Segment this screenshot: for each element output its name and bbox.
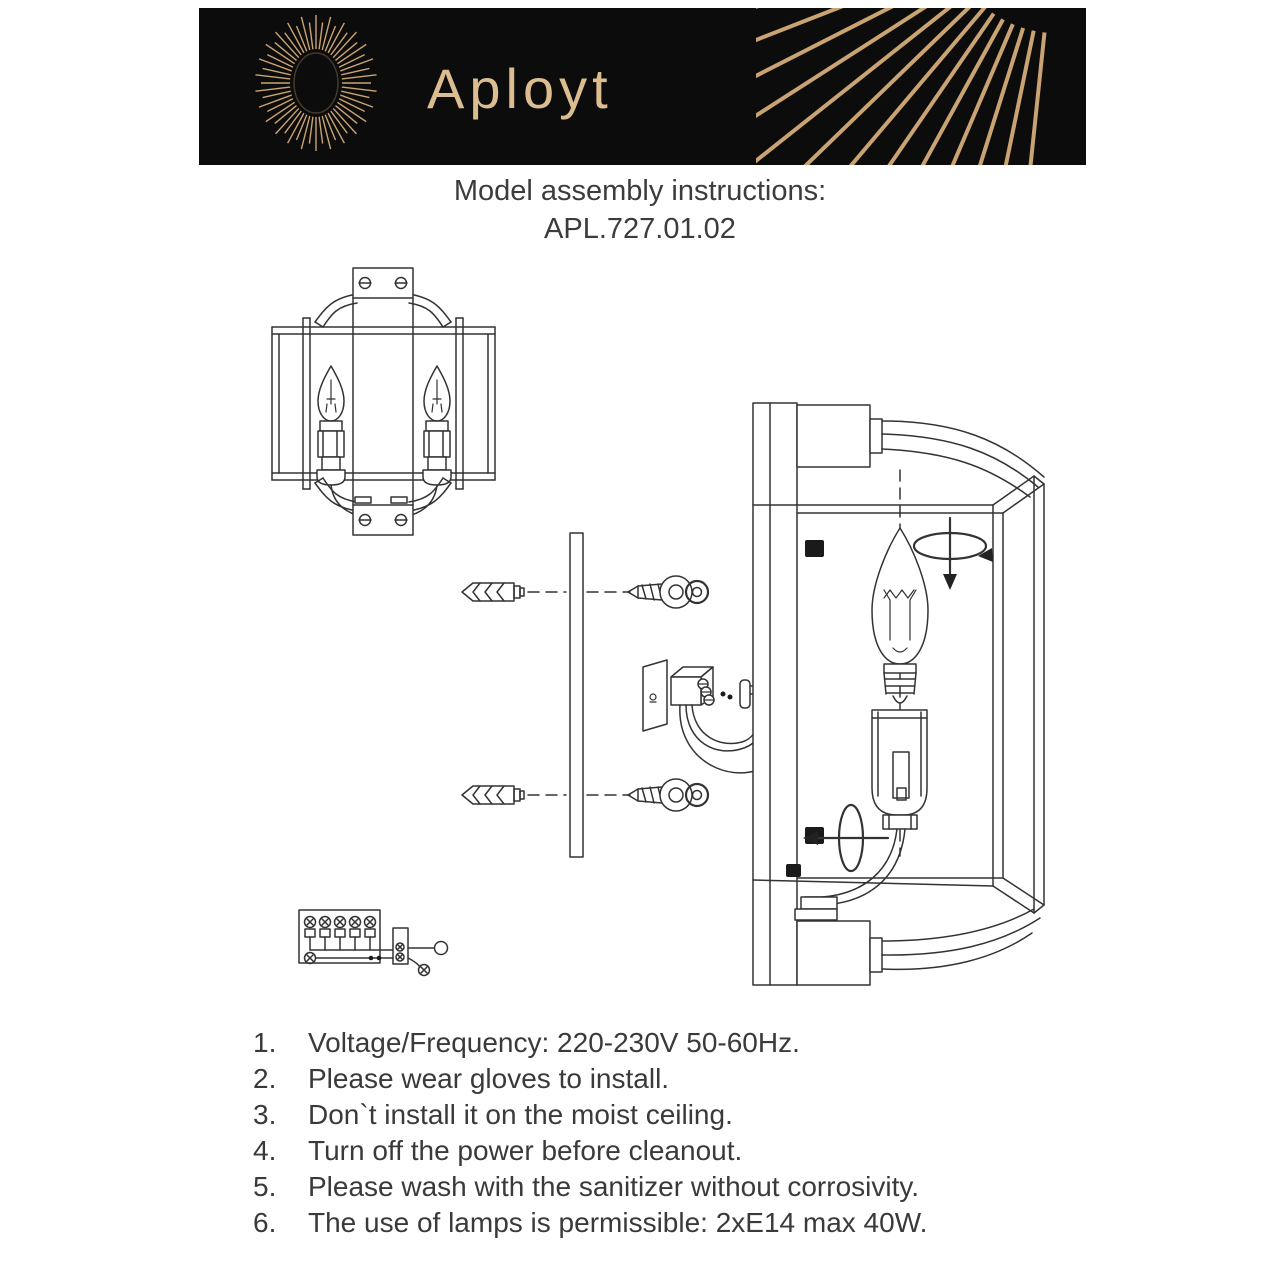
item-number: 1. bbox=[253, 1027, 277, 1058]
plate-clip bbox=[786, 864, 801, 877]
wall-anchor-top bbox=[462, 583, 524, 601]
sunburst-center-oval bbox=[294, 53, 338, 113]
mounting-screw-top bbox=[628, 576, 708, 608]
mounting-bar bbox=[570, 533, 583, 857]
title-block bbox=[0, 172, 1280, 248]
set-screw-top bbox=[805, 540, 824, 557]
mounting-screw-bottom bbox=[628, 779, 708, 811]
item-text: Don`t install it on the moist ceiling. bbox=[308, 1099, 733, 1130]
model-number: APL.727.01.02 bbox=[544, 213, 736, 245]
sunburst-logo-icon bbox=[251, 13, 381, 153]
item-number: 2. bbox=[253, 1063, 277, 1094]
item-text: Please wash with the sanitizer without corrosivity. bbox=[308, 1171, 920, 1202]
sconce-front-view-diagram bbox=[272, 268, 495, 535]
side-view-bulb-installation-diagram bbox=[753, 403, 1044, 985]
item-number: 3. bbox=[253, 1099, 277, 1130]
wall-anchor-bottom bbox=[462, 786, 524, 804]
list-item bbox=[253, 1173, 927, 1201]
terminal-block-wiring-diagram bbox=[299, 910, 448, 976]
assembly-diagrams bbox=[0, 250, 1280, 1030]
terminal-screws bbox=[305, 917, 376, 938]
item-text: Please wear gloves to install. bbox=[308, 1063, 670, 1094]
brand-banner bbox=[199, 8, 1086, 165]
candle-socket bbox=[872, 710, 927, 829]
list-item bbox=[253, 1029, 927, 1057]
list-item bbox=[253, 1209, 927, 1237]
item-number: 4. bbox=[253, 1135, 277, 1166]
list-item bbox=[253, 1137, 927, 1165]
page-title: Model assembly instructions: bbox=[453, 175, 827, 207]
list-item bbox=[253, 1101, 927, 1129]
list-item bbox=[253, 1065, 927, 1093]
rotate-bulb-arrow-icon bbox=[914, 518, 993, 590]
brand-logo-text: Aployt bbox=[427, 57, 613, 120]
item-text: Turn off the power before cleanout. bbox=[308, 1135, 743, 1166]
item-text: Voltage/Frequency: 220-230V 50-60Hz. bbox=[308, 1027, 800, 1058]
wall-anchors-and-screws-diagram bbox=[462, 533, 797, 857]
item-number: 6. bbox=[253, 1207, 277, 1238]
item-text: The use of lamps is permissible: 2xE14 max 40W. bbox=[308, 1207, 928, 1238]
rotate-socket-arrow-icon bbox=[803, 805, 888, 871]
corner-rays-icon bbox=[756, 8, 1086, 165]
instructions-list bbox=[253, 1029, 927, 1245]
item-number: 5. bbox=[253, 1171, 277, 1202]
